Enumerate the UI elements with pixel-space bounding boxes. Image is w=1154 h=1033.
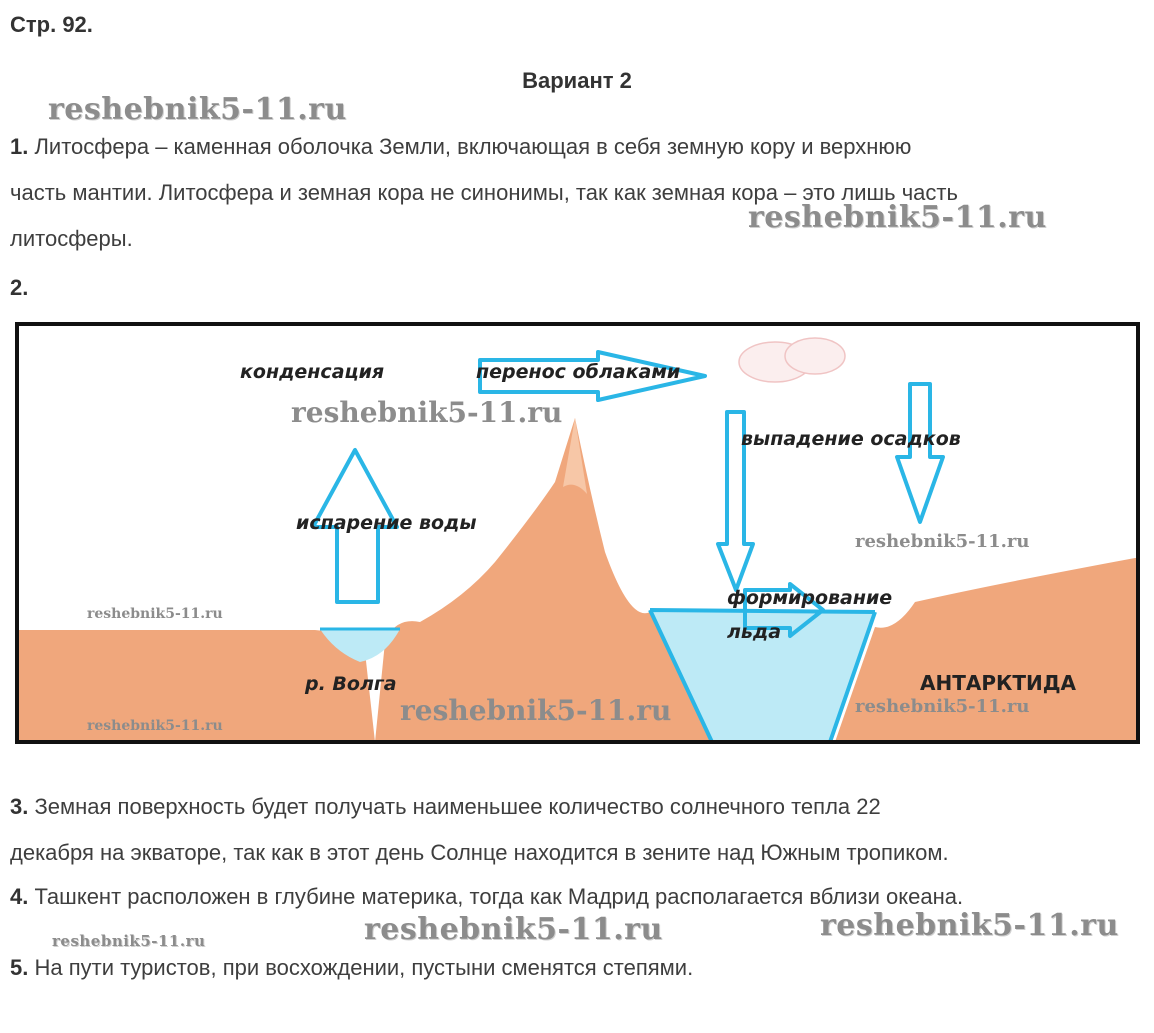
answer-1-line-1 <box>10 124 1145 170</box>
label-precipitation: выпадение осадков <box>741 428 961 450</box>
diagram-watermark: reshebnik5-11.ru <box>400 694 672 727</box>
answer-2-number: 2. <box>10 275 29 300</box>
diagram-watermark: reshebnik5-11.ru <box>291 396 563 429</box>
label-ice-1: формирование <box>727 587 893 609</box>
label-condensation: конденсация <box>240 361 385 383</box>
answer-1-text-1: Литосфера – каменная оболочка Земли, включающая в себя земную кору и верхнюю <box>34 134 912 159</box>
label-evaporation: испарение воды <box>296 512 477 534</box>
water-cycle-diagram <box>15 322 1140 744</box>
diagram-watermark: reshebnik5-11.ru <box>87 718 223 734</box>
answer-5 <box>10 955 1145 981</box>
answer-3-line-1 <box>10 784 1145 830</box>
answer-1-line-2: часть мантии. Литосфера и земная кора не синонимы, так как земная кора – это лишь часть <box>10 180 958 205</box>
answer-3-line-2: декабря на экваторе, так как в этот день Солнце находится в зените над Южным тропиком. <box>10 840 949 865</box>
diagram-watermark: reshebnik5-11.ru <box>855 696 1030 717</box>
answer-3-text-1: Земная поверхность будет получать наименьшее количество солнечного тепла 22 <box>34 794 881 819</box>
answer-4-text: Ташкент расположен в глубине материка, тогда как Мадрид располагается вблизи океана. <box>34 884 964 909</box>
watermark: reshebnik5-11.ru <box>748 200 1047 235</box>
label-volga: р. Волга <box>305 673 397 695</box>
label-antarctica: АНТАРКТИДА <box>920 671 1077 695</box>
answer-1-line-3: литосферы. <box>10 226 133 251</box>
answer-5-number: 5. <box>10 955 29 980</box>
answer-1 <box>10 124 1145 262</box>
answer-1-number: 1. <box>10 134 29 159</box>
label-ice-2: льда <box>727 621 782 643</box>
answer-5-text: На пути туристов, при восхождении, пустыни сменятся степями. <box>34 955 694 980</box>
variant-title: Вариант 2 <box>522 68 632 93</box>
label-transfer: перенос облаками <box>476 361 681 383</box>
answer-3-number: 3. <box>10 794 29 819</box>
watermark: reshebnik5-11.ru <box>48 92 347 127</box>
watermark: reshebnik5-11.ru <box>820 908 1119 943</box>
answer-3 <box>10 784 1145 876</box>
answer-4 <box>10 884 1145 910</box>
page-number: Стр. 92. <box>10 12 93 37</box>
diagram-watermark: reshebnik5-11.ru <box>87 606 223 622</box>
watermark: reshebnik5-11.ru <box>52 932 206 950</box>
diagram-watermark: reshebnik5-11.ru <box>855 531 1030 552</box>
watermark: reshebnik5-11.ru <box>364 912 663 947</box>
answer-4-number: 4. <box>10 884 29 909</box>
